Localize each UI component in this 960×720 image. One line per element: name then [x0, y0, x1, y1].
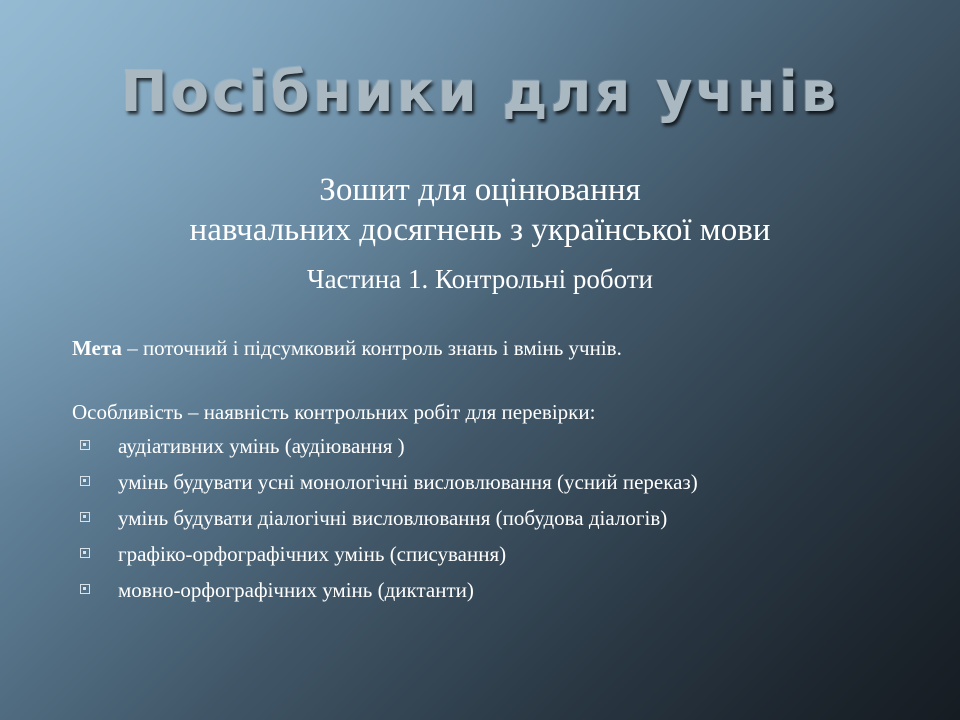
goal-paragraph [72, 336, 912, 360]
square-bullet-icon [80, 476, 90, 486]
list-item [72, 470, 912, 494]
feature-list [72, 434, 912, 602]
slide-body [72, 336, 912, 614]
list-item-text: умінь будувати усні монологічні висловлювання (усний переказ) [118, 470, 698, 494]
feature-paragraph: Особливість – наявність контрольних робіт для перевірки: [72, 400, 596, 424]
subtitle-line-2: навчальних досягнень з української мови [189, 212, 771, 248]
list-item-text: аудіативних умінь (аудіювання ) [118, 434, 405, 458]
square-bullet-icon [80, 512, 90, 522]
square-bullet-icon [80, 584, 90, 594]
part-heading: Частина 1. Контрольні роботи [307, 264, 653, 294]
goal-label: Мета [72, 336, 122, 360]
list-item [72, 542, 912, 566]
goal-text: – поточний і підсумковий контроль знань і вмінь учнів. [121, 336, 622, 360]
list-item [72, 578, 912, 602]
slide-title: Посібники для учнів [120, 60, 840, 125]
subtitle [40, 170, 920, 250]
list-item-text: мовно-орфографічних умінь (диктанти) [118, 578, 474, 602]
list-item-text: умінь будувати діалогічні висловлювання (побудова діалогів) [118, 506, 668, 530]
list-item-text: графіко-орфографічних умінь (списування) [118, 542, 507, 566]
list-item [72, 506, 912, 530]
list-item [72, 434, 912, 458]
square-bullet-icon [80, 548, 90, 558]
subtitle-line-1: Зошит для оцінювання [319, 172, 641, 208]
square-bullet-icon [80, 440, 90, 450]
